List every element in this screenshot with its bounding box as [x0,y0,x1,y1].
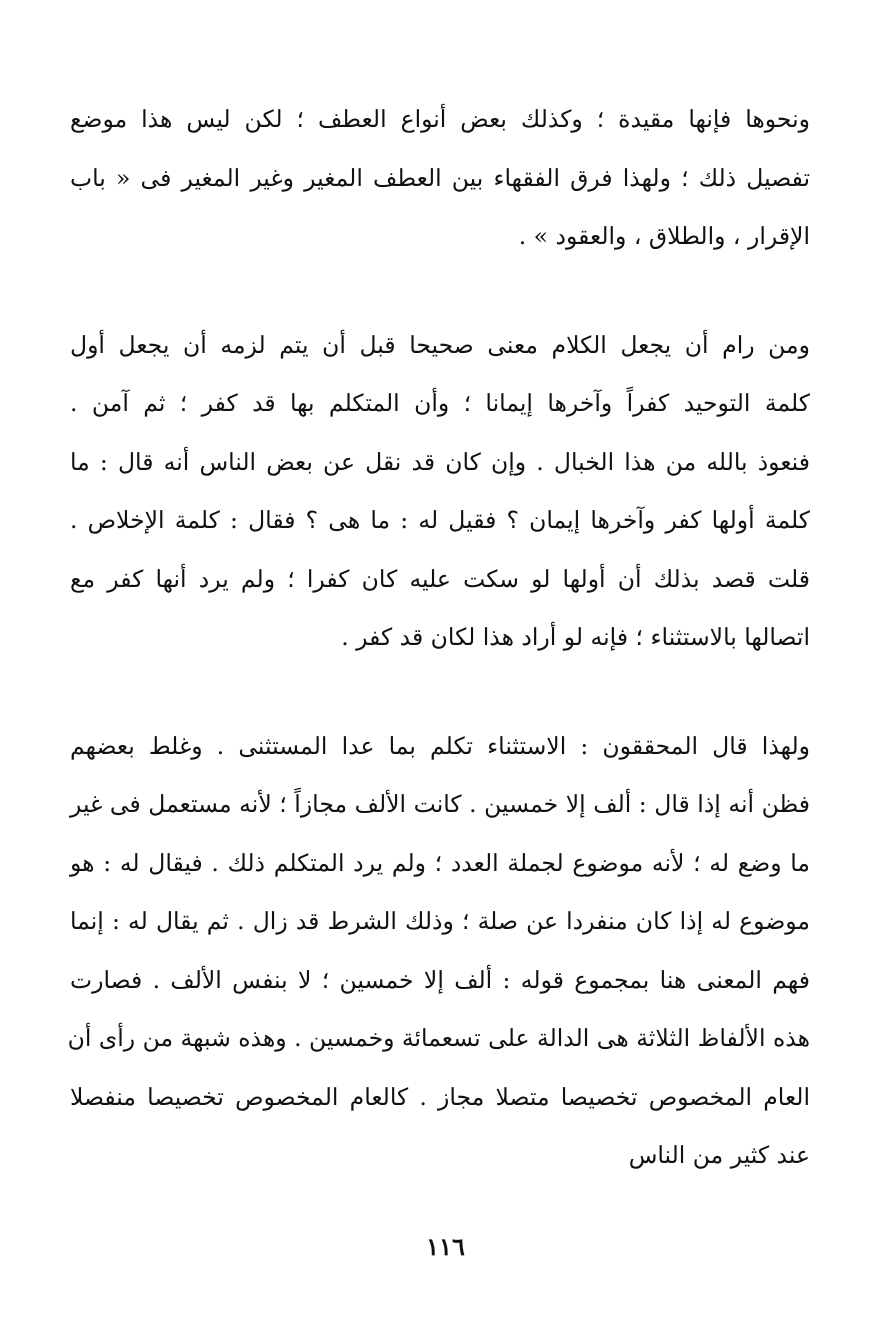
text-line: فظن أنه إذا قال : ألف إلا خمسين . كانت الألف مجازاً ؛ لأنه مستعمل فى غير [70,790,810,818]
paragraph-2 [70,316,810,667]
paragraph-gap [70,667,810,717]
text-line: ومن رام أن يجعل الكلام معنى صحيحا قبل أن يتم لزمه أن يجعل أول [70,330,810,359]
text-line: تفصيل ذلك ؛ ولهذا فرق الفقهاء بين العطف المغير وغير المغير فى « باب [70,163,810,192]
text-line: ما وضع له ؛ لأنه موضوع لجملة العدد ؛ ولم يرد المتكلم ذلك . فيقال له : هو [70,848,810,877]
paragraph-3 [67,717,810,1185]
paragraph-1 [70,90,810,266]
page-body [67,90,810,1185]
text-line: الإقرار ، والطلاق ، والعقود » . [518,222,810,250]
text-line: هذه الألفاظ الثلاثة هى الدالة على تسعمائة وخمسين . وهذه شبهة من رأى أن [67,1024,810,1052]
text-line: موضوع له إذا كان منفردا عن صلة ؛ وذلك الشرط قد زال . ثم يقال له : إنما [70,907,810,935]
text-line: فهم المعنى هنا بمجموع قوله : ألف إلا خمسين ؛ لا بنفس الألف . فصارت [70,965,810,994]
text-line: اتصالها بالاستثناء ؛ فإنه لو أراد هذا لكان قد كفر . [341,623,810,651]
text-line: كلمة أولها كفر وآخرها إيمان ؟ فقيل له : ما هى ؟ فقال : كلمة الإخلاص . [70,506,810,534]
text-line: ولهذا قال المحققون : الاستثناء تكلم بما عدا المستثنى . وغلط بعضهم [70,731,810,760]
text-line: العام المخصوص تخصيصا متصلا مجاز . كالعام المخصوص تخصيصا منفصلا [70,1082,810,1111]
text-line: عند كثير من الناس [628,1141,810,1169]
text-line: ونحوها فإنها مقيدة ؛ وكذلك بعض أنواع العطف ؛ لكن ليس هذا موضع [70,105,810,133]
text-line: فنعوذ بالله من هذا الخبال . وإن كان قد نقل عن بعض الناس أنه قال : ما [70,447,810,476]
page-number: ١١٦ [426,1232,465,1261]
text-line: كلمة التوحيد كفراً وآخرها إيمانا ؛ وأن المتكلم بها قد كفر ؛ ثم آمن . [70,389,810,417]
paragraph-gap [70,266,810,316]
text-line: قلت قصد بذلك أن أولها لو سكت عليه كان كفرا ؛ ولم يرد أنها كفر مع [70,564,810,593]
